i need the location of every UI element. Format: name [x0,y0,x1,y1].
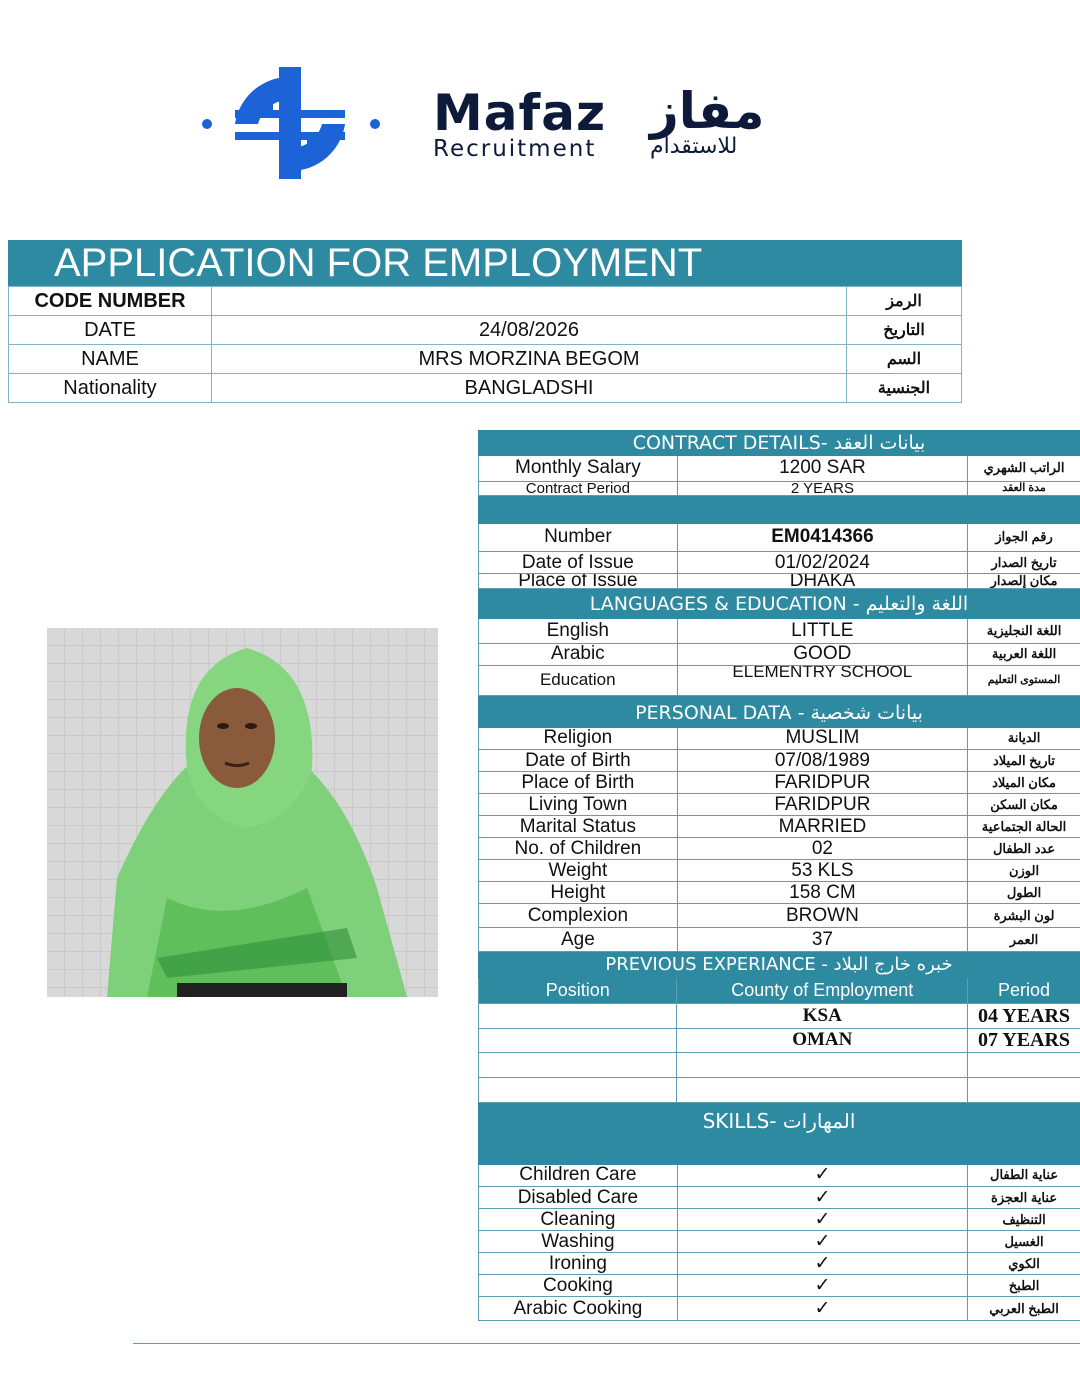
bottom-divider [133,1343,1080,1344]
contract-label-ar: مدة العقد [968,481,1080,495]
skill-label-ar: الطبخ العربي [968,1297,1080,1321]
contract-table [478,456,1080,496]
brand-sub-en: Recruitment [433,136,597,162]
passport-row [479,524,1080,552]
personal-row [479,728,1080,750]
town-label: Living Town [479,794,678,816]
skill-label: Ironing [479,1253,678,1275]
pob-label: Place of Birth [479,772,678,794]
dob-label-ar: تاريخ الميلاد [968,750,1080,772]
skill-row [479,1297,1080,1321]
contract-row [479,456,1080,481]
exp-position [479,1077,677,1102]
check-icon: ✓ [677,1231,967,1253]
check-icon: ✓ [677,1297,967,1321]
skill-label: Washing [479,1231,678,1253]
skill-label: Cleaning [479,1209,678,1231]
marital-label: Marital Status [479,816,678,838]
exp-position [479,1028,677,1052]
pob-label-ar: مكان الميلاد [968,772,1080,794]
skill-label: Arabic Cooking [479,1297,678,1321]
complexion-value: BROWN [677,904,967,928]
header-row-date [9,316,962,345]
passport-heading-bar [478,496,1080,524]
children-label-ar: عدد الطفال [968,838,1080,860]
check-icon: ✓ [677,1209,967,1231]
town-label-ar: مكان السكن [968,794,1080,816]
weight-value: 53 KLS [677,860,967,882]
weight-label: Weight [479,860,678,882]
passport-table [478,524,1080,590]
exp-country [677,1077,968,1102]
experience-row [479,1028,1080,1052]
skill-label-ar: التنظيف [968,1209,1080,1231]
passport-row [479,574,1080,589]
experience-table [478,978,1080,1103]
age-label-ar: العمر [968,928,1080,952]
language-label-ar: اللغة النجليزية [968,619,1080,643]
exp-period [968,1077,1080,1102]
exp-country: KSA [677,1003,968,1028]
personal-row [479,772,1080,794]
skill-label: Disabled Care [479,1187,678,1209]
height-label: Height [479,882,678,904]
personal-row [479,904,1080,928]
passport-label: Place of Issue [479,574,678,589]
check-icon: ✓ [677,1165,967,1187]
marital-label-ar: الحالة الجتماعية [968,816,1080,838]
experience-heading: PREVIOUS EXPERIANCE - خبره خارج البلاد [478,952,1080,978]
passport-value: EM0414366 [677,524,967,552]
languages-table [478,619,1080,696]
skill-row [479,1187,1080,1209]
passport-value: 01/02/2024 [677,552,967,574]
exp-country: OMAN [677,1028,968,1052]
complexion-label-ar: لون البشرة [968,904,1080,928]
contract-label: Contract Period [479,481,678,495]
applicant-photo [47,628,438,997]
passport-label-ar: رقم الجواز [968,524,1080,552]
exp-position [479,1052,677,1077]
name-value: MRS MORZINA BEGOM [212,345,847,374]
period-column-header: Period [968,978,1080,1003]
exp-period: 04 YEARS [968,1003,1080,1028]
language-label-ar: اللغة العربية [968,643,1080,665]
contract-row [479,481,1080,495]
nationality-label: Nationality [9,374,212,403]
passport-row [479,552,1080,574]
religion-label: Religion [479,728,678,750]
age-value: 37 [677,928,967,952]
contract-value: 2 YEARS [677,481,967,495]
skill-label-ar: الكوي [968,1253,1080,1275]
check-icon: ✓ [677,1275,967,1297]
header-row-name [9,345,962,374]
language-row [479,665,1080,695]
skill-label: Children Care [479,1165,678,1187]
contract-value: 1200 SAR [677,456,967,481]
education-label-ar: المستوى التعليم [968,665,1080,695]
personal-row [479,860,1080,882]
personal-table [478,728,1080,953]
religion-value: MUSLIM [677,728,967,750]
skills-heading: SKILLS- المهارات [478,1103,1080,1165]
marital-value: MARRIED [677,816,967,838]
skill-label: Cooking [479,1275,678,1297]
passport-label: Number [479,524,678,552]
person-photo-icon [47,628,438,997]
code-label-ar: الرمز [847,287,962,316]
date-label-ar: التاريخ [847,316,962,345]
complexion-label: Complexion [479,904,678,928]
name-label-ar: السم [847,345,962,374]
logo-mark-icon [195,62,385,187]
pob-value: FARIDPUR [677,772,967,794]
nationality-value: BANGLADSHI [212,374,847,403]
passport-value: DHAKA [677,574,967,589]
position-column-header: Position [479,978,677,1003]
personal-row [479,928,1080,952]
code-value [212,287,847,316]
skill-row [479,1275,1080,1297]
children-label: No. of Children [479,838,678,860]
skill-row [479,1165,1080,1187]
brand-name-ar: مفاز [650,82,765,140]
skill-row [479,1209,1080,1231]
language-row [479,643,1080,665]
skill-label-ar: عناية العجزة [968,1187,1080,1209]
age-label: Age [479,928,678,952]
exp-country [677,1052,968,1077]
exp-position [479,1003,677,1028]
applicant-header-table [8,286,962,403]
header-row-code [9,287,962,316]
education-value: ELEMENTRY SCHOOL [677,665,968,695]
height-value: 158 CM [677,882,967,904]
application-title: APPLICATION FOR EMPLOYMENT [8,240,962,286]
experience-row [479,1052,1080,1077]
contract-heading: CONTRACT DETAILS- بيانات العقد [478,430,1080,456]
town-value: FARIDPUR [677,794,967,816]
language-label: English [479,619,678,643]
check-icon: ✓ [677,1187,967,1209]
details-panel [478,430,1080,1321]
personal-row [479,750,1080,772]
skill-row [479,1253,1080,1275]
contract-label-ar: الراتب الشهري [968,456,1080,481]
personal-row [479,794,1080,816]
experience-row [479,1003,1080,1028]
education-label: Education [479,665,678,695]
country-column-header: County of Employment [677,978,968,1003]
children-value: 02 [677,838,967,860]
header-row-nationality [9,374,962,403]
experience-header-row [479,978,1080,1003]
language-row [479,619,1080,643]
contract-label: Monthly Salary [479,456,678,481]
skill-label-ar: الغسيل [968,1231,1080,1253]
personal-row [479,882,1080,904]
height-label-ar: الطول [968,882,1080,904]
dob-value: 07/08/1989 [677,750,967,772]
personal-heading: PERSONAL DATA - بيانات شخصية [478,696,1080,728]
check-icon: ✓ [677,1253,967,1275]
dob-label: Date of Birth [479,750,678,772]
nationality-label-ar: الجنسية [847,374,962,403]
language-value: GOOD [677,643,968,665]
skill-label-ar: عناية الطفال [968,1165,1080,1187]
brand-name-en: Mafaz [433,84,607,142]
exp-period: 07 YEARS [968,1028,1080,1052]
language-value: LITTLE [677,619,968,643]
personal-row [479,838,1080,860]
brand-sub-ar: للاستقدام [650,134,738,159]
name-label: NAME [9,345,212,374]
passport-label: Date of Issue [479,552,678,574]
skill-row [479,1231,1080,1253]
skills-table [478,1165,1080,1322]
code-label: CODE NUMBER [9,287,212,316]
passport-label-ar: مكان إلصدار [968,574,1080,589]
weight-label-ar: الوزن [968,860,1080,882]
date-value: 24/08/2026 [212,316,847,345]
language-label: Arabic [479,643,678,665]
personal-row [479,816,1080,838]
experience-row [479,1077,1080,1102]
company-logo [195,62,855,187]
skill-label-ar: الطبخ [968,1275,1080,1297]
languages-heading: LANGUAGES & EDUCATION - اللغة والتعليم [478,589,1080,619]
passport-label-ar: تاريخ الصدار [968,552,1080,574]
date-label: DATE [9,316,212,345]
exp-period [968,1052,1080,1077]
religion-label-ar: الديانة [968,728,1080,750]
